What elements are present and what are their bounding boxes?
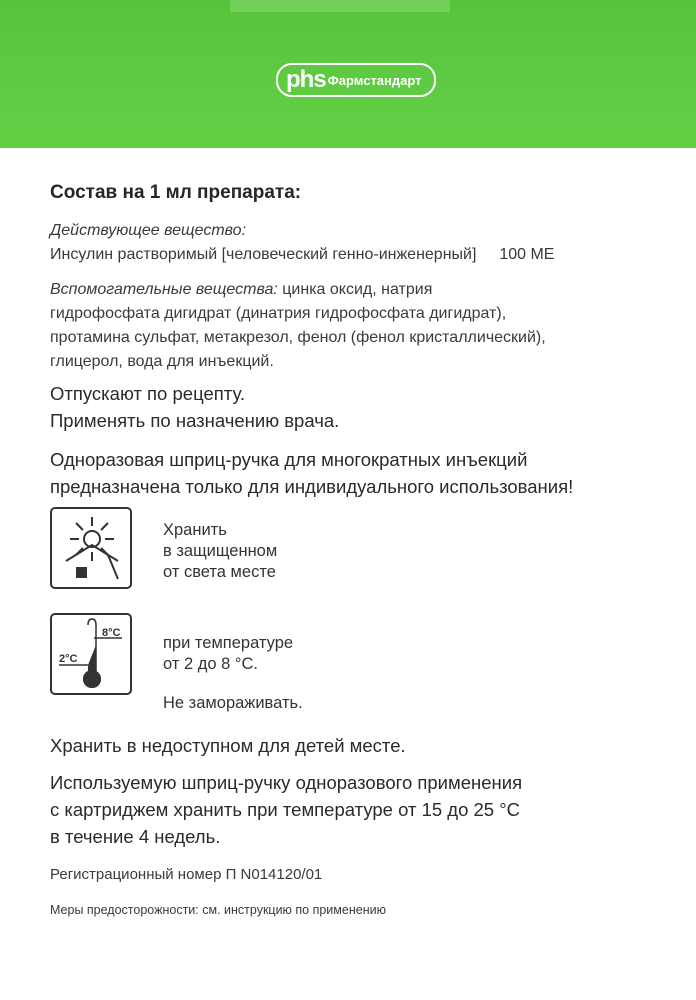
storage-light-line-3: от света месте: [163, 563, 276, 581]
storage-temp-text: [163, 633, 293, 675]
in-use-line-2: с картриджем хранить при температуре от 15 до 25 °С: [50, 799, 520, 820]
logo-text: Фармстандарт: [327, 72, 422, 88]
temp-low-label: 2°C: [59, 653, 78, 665]
in-use-line-1: Используемую шприц-ручку одноразового применения: [50, 772, 523, 793]
excipients-row: [50, 281, 432, 299]
composition-title: Состав на 1 мл препарата:: [50, 182, 302, 203]
active-substance-row: [50, 246, 554, 264]
precautions: Меры предосторожности: см. инструкцию по применению: [50, 903, 386, 917]
excipients-line-3: протамина сульфат, метакрезол, фенол (фенол кристаллический),: [50, 329, 546, 346]
storage-temp-line-2: от 2 до 8 °С.: [163, 655, 258, 673]
storage-light-line-1: Хранить: [163, 521, 227, 539]
excipients-line-1: цинка оксид, натрия: [282, 281, 433, 298]
dispensing-line-2: Применять по назначению врача.: [50, 410, 340, 431]
storage-light-text: [163, 520, 277, 583]
temp-high-label: 8°C: [102, 627, 121, 639]
sun-shield-icon: [50, 507, 132, 589]
active-substance-amount: 100 МЕ: [499, 246, 555, 263]
thermometer-icon: [50, 613, 132, 695]
storage-temp-line-1: при температуре: [163, 634, 294, 652]
storage-temp-line-3: Не замораживать.: [163, 694, 303, 712]
active-substance-name: Инсулин растворимый [человеческий генно-инженерный]: [50, 246, 477, 263]
brand-logo: [276, 63, 436, 97]
in-use-line-3: в течение 4 недель.: [50, 826, 221, 847]
logo-mark: phs: [286, 66, 326, 93]
dispensing-line-1: Отпускают по рецепту.: [50, 383, 245, 404]
registration-number: Регистрационный номер П N014120/01: [50, 866, 323, 883]
children-warning: Хранить в недоступном для детей месте.: [50, 735, 406, 756]
pen-note-line-2: предназначена только для индивидуального использования!: [50, 476, 574, 497]
header-strip: [230, 0, 450, 12]
storage-light-line-2: в защищенном: [163, 542, 278, 560]
active-substance-label: Действующее вещество:: [50, 222, 247, 239]
excipients-label: Вспомогательные вещества:: [50, 281, 278, 298]
pen-note-line-1: Одноразовая шприц-ручка для многократных инъекций: [50, 449, 528, 470]
sun-shield-icon-graphic: [52, 509, 130, 587]
excipients-line-4: глицерол, вода для инъекций.: [50, 353, 274, 370]
thermometer-icon-graphic: [52, 615, 130, 693]
excipients-line-2: гидрофосфата дигидрат (динатрия гидрофосфата дигидрат),: [50, 305, 507, 322]
green-header-band: [0, 0, 696, 148]
